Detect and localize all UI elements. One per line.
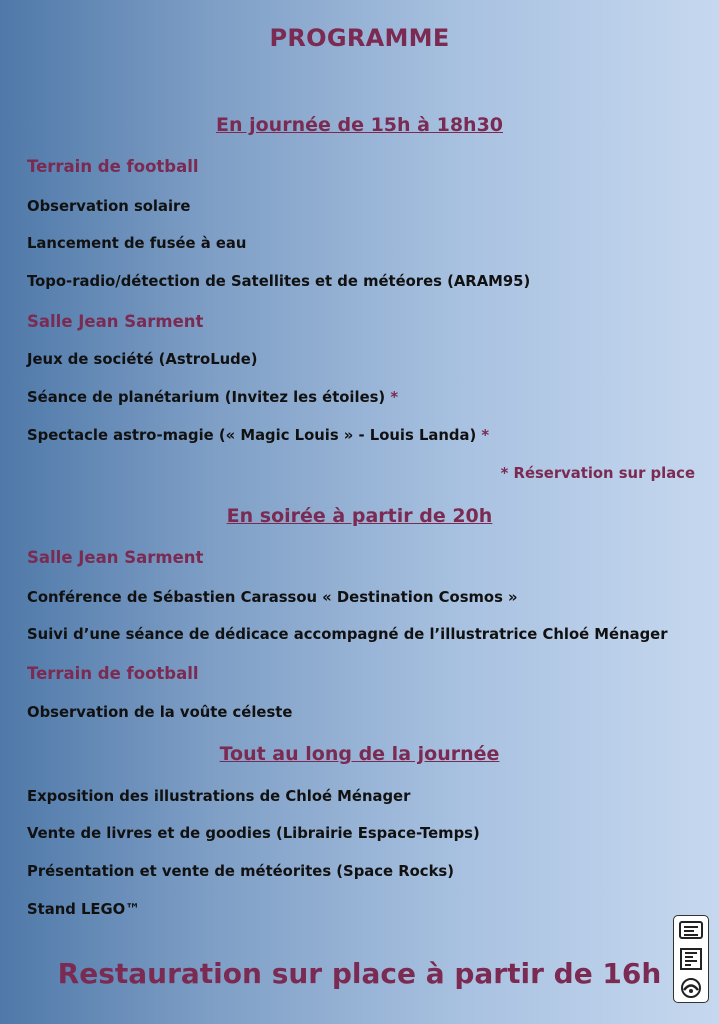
program-item: Lancement de fusée à eau	[27, 235, 247, 252]
catering-banner: Restauration sur place à partir de 16h	[57, 957, 662, 990]
program-item: Conférence de Sébastien Carassou « Destination Cosmos »	[27, 589, 518, 606]
item-text: Séance de planétarium (Invitez les étoiles)	[27, 389, 386, 406]
venue-heading: Salle Jean Sarment	[27, 312, 204, 331]
program-item: Stand LEGO™	[27, 901, 141, 918]
organizer-logo-icon	[673, 915, 709, 1003]
venue-heading: Terrain de football	[27, 664, 199, 683]
program-item: Observation solaire	[27, 198, 191, 215]
program-item: Exposition des illustrations de Chloé Ménager	[27, 788, 411, 805]
section-heading-all-day: Tout au long de la journée	[219, 743, 500, 765]
venue-heading: Terrain de football	[27, 157, 199, 176]
logo-bottom-icon	[678, 977, 704, 999]
section-heading-daytime: En journée de 15h à 18h30	[215, 114, 504, 136]
asterisk: *	[390, 389, 399, 406]
program-item: Topo-radio/détection de Satellites et de météores (ARAM95)	[27, 273, 531, 290]
program-item: Vente de livres et de goodies (Librairie Espace-Temps)	[27, 825, 480, 842]
page-title: PROGRAMME	[269, 24, 450, 52]
logo-middle-icon	[678, 947, 704, 971]
asterisk: *	[481, 427, 490, 444]
program-item-reservation	[27, 427, 489, 444]
program-item-reservation	[27, 389, 398, 406]
program-item: Présentation et vente de météorites (Space Rocks)	[27, 863, 454, 880]
logo-top-icon	[678, 919, 704, 941]
program-item: Observation de la voûte céleste	[27, 704, 293, 721]
program-item: Suivi d’une séance de dédicace accompagné de l’illustratrice Chloé Ménager	[27, 626, 668, 643]
venue-heading: Salle Jean Sarment	[27, 548, 204, 567]
item-text: Spectacle astro-magie (« Magic Louis » - Louis Landa)	[27, 427, 477, 444]
reservation-note: * Réservation sur place	[500, 465, 695, 482]
program-item: Jeux de société (AstroLude)	[27, 351, 258, 368]
section-heading-evening: En soirée à partir de 20h	[226, 505, 493, 527]
